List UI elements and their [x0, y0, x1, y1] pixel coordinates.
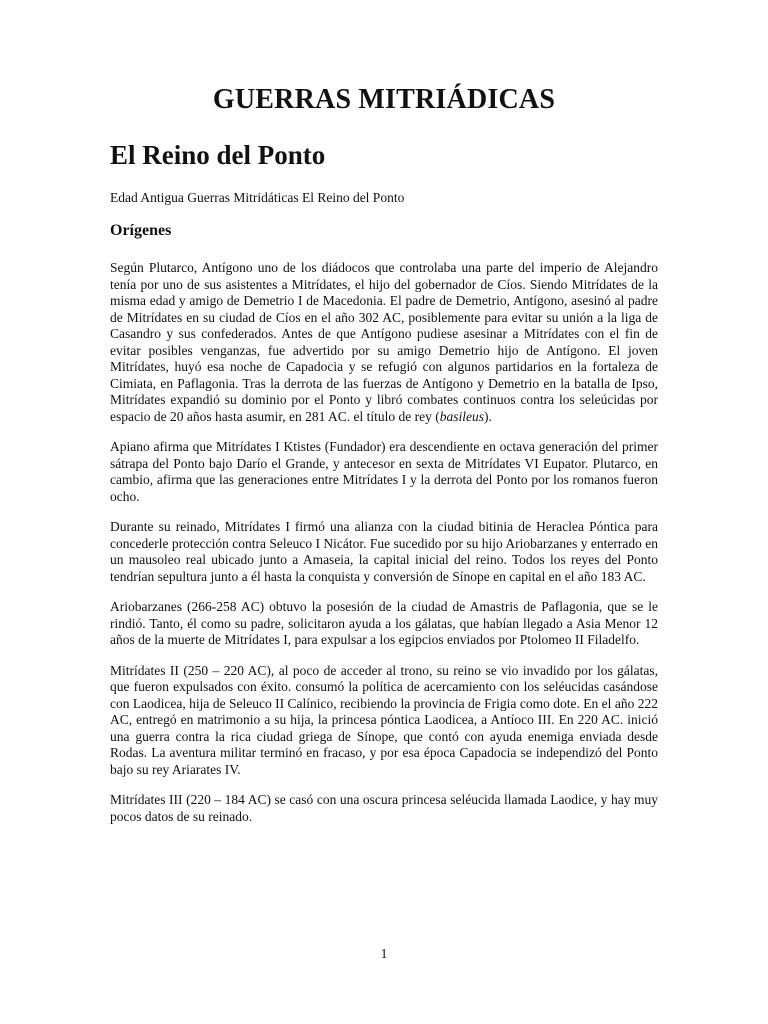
paragraph-4: Ariobarzanes (266-258 AC) obtuvo la posesión de la ciudad de Amastris de Paflagonia, que se le rindió. Tanto, él como su padre, solicitaron ayuda a los gálatas, que habían llegado a Asia Menor 12 años de la muerte de Mitrídates I, para expulsar a los egipcios enviados por Ptolomeo II Filadelfo. [110, 599, 658, 647]
body-text [110, 260, 658, 839]
paragraph-1 [110, 260, 658, 425]
paragraph-1-text: Según Plutarco, Antígono uno de los diádocos que controlaba una parte del imperio de Alejandro tenía por uno de sus asistentes a Mitrídates, el hijo del gobernador de Cíos. Siendo Mitrídates de la misma edad y amigo de Demetrio I de Macedonia. El padre de Demetrio, Antígono, asesinó al padre de Mitrídates en su ciudad de Cíos en el año 302 AC, posiblemente para evitar su unión a la liga de Casandro y sus confederados. Antes de que Antígono pudiese asesinar a Mitrídates con el fin de evitar posibles venganzas, fue advertido por su amigo Demetrio hijo de Antígono. El joven Mitrídates, huyó esa noche de Capadocia y se refugió con algunos partidarios en la fortaleza de Cimiata, en Paflagonia. Tras la derrota de las fuerzas de Antígono y Demetrio en la batalla de Ipso, Mitrídates expandió su dominio por el Ponto y libró combates continuos contra los seleúcidas por espacio de 20 años hasta asumir, en 281 AC. el título de rey ( [110, 260, 658, 424]
document-page [110, 0, 658, 1024]
paragraph-5: Mitrídates II (250 – 220 AC), al poco de acceder al trono, su reino se vio invadido por los gálatas, que fueron expulsados con éxito. consumó la política de acercamiento con los seléucidas casándose con Laodicea, hija de Seleuco II Calínico, recibiendo la provincia de Frigia como dote. En el año 222 AC, entregó en matrimonio a su hija, la princesa póntica Laodicea, a Antíoco III. En 220 AC. inició una guerra contra la rica ciudad griega de Sínope, que contó con ayuda enemiga enviada desde Rodas. La aventura militar terminó en fracaso, y por esa época Capadocia se independizó del Ponto bajo su rey Ariarates IV. [110, 662, 658, 777]
paragraph-6: Mitrídates III (220 – 184 AC) se casó con una oscura princesa seléucida llamada Laodice, y hay muy pocos datos de su reinado. [110, 792, 658, 824]
paragraph-2: Apiano afirma que Mitrídates I Ktistes (Fundador) era descendiente en octava generación del primer sátrapa del Ponto bajo Darío el Grande, y antecesor en sexta de Mitrídates VI Eupator. Plutarco, en cambio, afirma que las generaciones entre Mitrídates I y la derrota del Ponto por los romanos fueron ocho. [110, 439, 658, 504]
paragraph-3: Durante su reinado, Mitrídates I firmó una alianza con la ciudad bitinia de Heraclea Póntica para concederle protección contra Seleuco I Nicátor. Fue sucedido por su hijo Ariobarzanes y enterrado en un mausoleo real ubicado junto a Amaseia, la capital inicial del reino. Todos los reyes del Ponto tendrían sepultura junto a él hasta la conquista y conversión de Sínope en capital en el año 183 AC. [110, 519, 658, 584]
paragraph-1-end: ). [484, 408, 492, 424]
page-number: 1 [380, 946, 388, 961]
section-title: El Reino del Ponto [110, 140, 326, 170]
breadcrumb: Edad Antigua Guerras Mitridáticas El Reino del Ponto [110, 190, 405, 205]
paragraph-1-italic: basileus [439, 408, 485, 424]
document-title: GUERRAS MITRIÁDICAS [212, 84, 556, 115]
subheading-origins: Orígenes [110, 222, 172, 239]
